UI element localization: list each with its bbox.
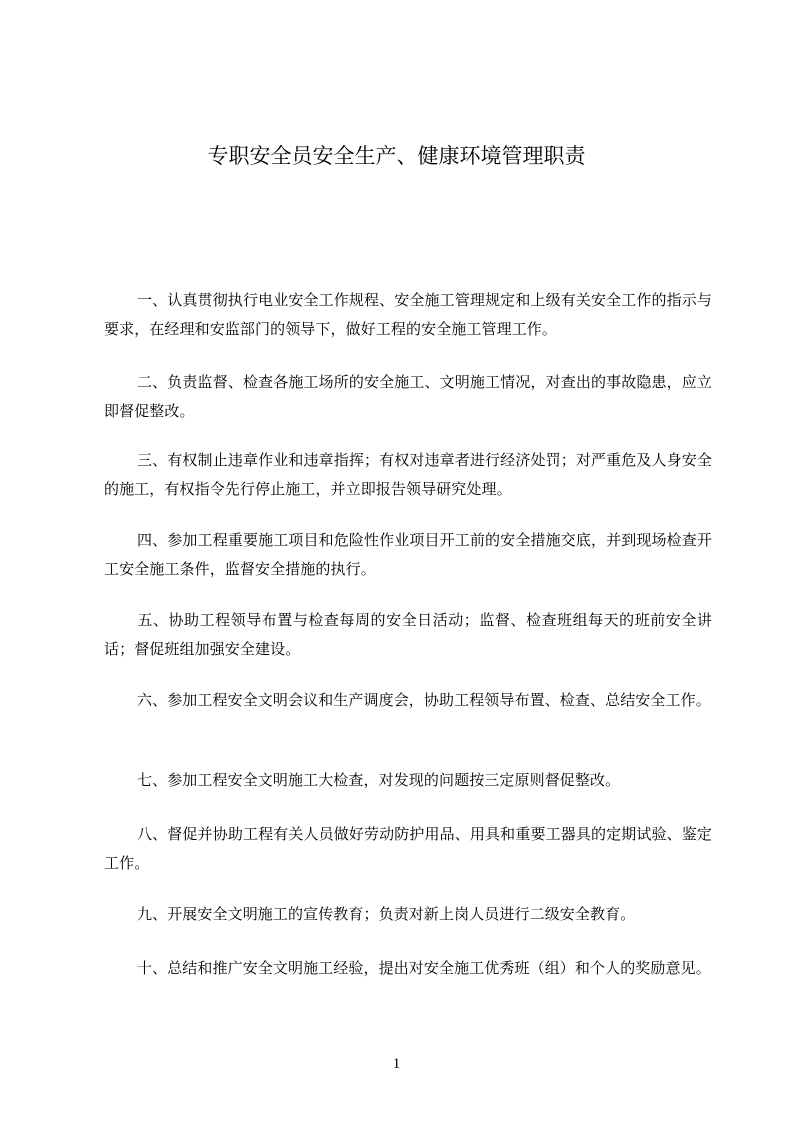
paragraph-9 — [104, 900, 712, 929]
paragraph-10-text: 十、总结和推广安全文明施工经验，提出对安全施工优秀班（组）和个人的奖励意见。 — [137, 959, 711, 977]
paragraph-1-text: 一、认真贯彻执行电业安全工作规程、安全施工管理规定和上级有关安全工作的指示与要求，在经理和安监部门的领导下，做好工程的安全施工管理工作。 — [104, 291, 712, 338]
paragraph-9-text: 九、开展安全文明施工的宣传教育；负责对新上岗人员进行二级安全教育。 — [137, 905, 636, 923]
paragraph-6 — [104, 686, 712, 715]
paragraph-4 — [104, 526, 712, 584]
page-number: 1 — [392, 1056, 401, 1072]
paragraph-4-text: 四、参加工程重要施工项目和危险性作业项目开工前的安全措施交底，并到现场检查开工安全施工条件，监督安全措施的执行。 — [104, 531, 712, 578]
paragraph-1 — [104, 286, 712, 344]
paragraph-7 — [104, 766, 712, 795]
paragraph-10 — [104, 954, 712, 983]
paragraph-2-text: 二、负责监督、检查各施工场所的安全施工、文明施工情况，对查出的事故隐患，应立即督促整改。 — [104, 373, 712, 420]
paragraph-7-text: 七、参加工程安全文明施工大检查，对发现的问题按三定原则督促整改。 — [137, 771, 621, 789]
paragraph-6-text: 六、参加工程安全文明会议和生产调度会，协助工程领导布置、检查、总结安全工作。 — [137, 691, 711, 709]
paragraph-8 — [104, 820, 712, 878]
document-title: 专职安全员安全生产、健康环境管理职责 — [207, 144, 586, 168]
paragraph-5 — [104, 606, 712, 664]
paragraph-3 — [104, 446, 712, 504]
paragraph-5-text: 五、协助工程领导布置与检查每周的安全日活动；监督、检查班组每天的班前安全讲话；督促班组加强安全建设。 — [104, 611, 712, 658]
paragraph-3-text: 三、有权制止违章作业和违章指挥；有权对违章者进行经济处罚；对严重危及人身安全的施工，有权指令先行停止施工，并立即报告领导研究处理。 — [104, 451, 712, 498]
paragraph-8-text: 八、督促并协助工程有关人员做好劳动防护用品、用具和重要工器具的定期试验、鉴定工作。 — [104, 825, 712, 872]
paragraph-2 — [104, 368, 712, 426]
